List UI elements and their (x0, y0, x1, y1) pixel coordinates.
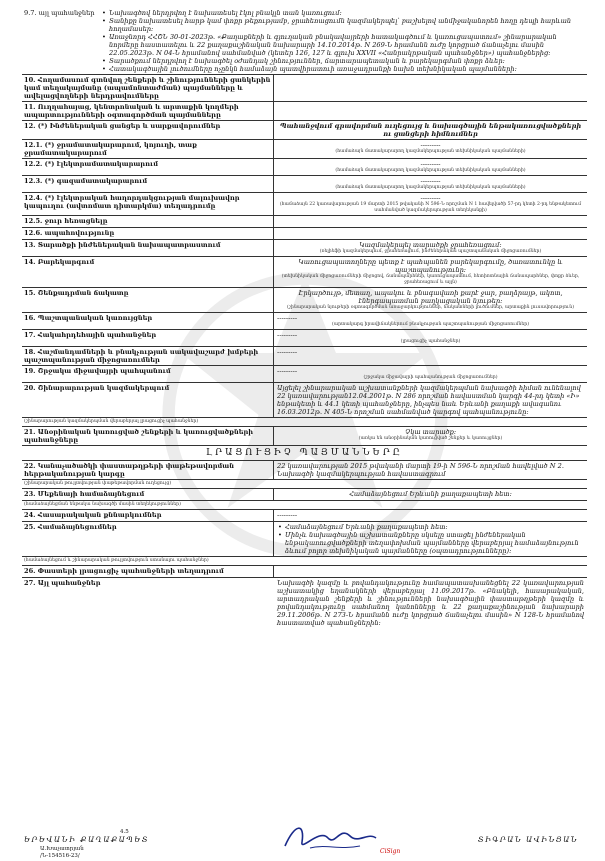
row-16: 16. Պաշտպանական կառույցներ --------- (արտակարգ իրավիճակներում բնակչության պաշտպանության միջոցառումներ) (22, 313, 587, 330)
row-11: 11. Ուղղահայաց, կենտրոնական և արտաքին կողմերի ապարտությունների օգտագործման պայմանները (22, 102, 587, 121)
row-15: 15. Շենքադրման ճակատը Էրկարծույթ, մետաղ, ապակու և բնագավառի քարէ ջար, բաղձրայթ, ակոտ, էներգապատման բաղկացական նյութեր: (շինարարական նյութերի օգտագործման առաջարկություններ, ճակատների լուծումներ, արտաքին լուսավորություն) (22, 288, 587, 313)
row-27: 27. Այլ պահանջներ Նախագծի կազմը և բովանդակությունը համապատասխանեցնել 22 կառավարության աշխատակից եղանակների վերաբերյալ 11.09.2017թ. «Բնակելի, հասարակական, արտադրական շենքերի և շինությունների նախագծային փաստաթղթերի կազմը և բովանդակությունը սահմանող կանոնները և 22 քաղաքաշինության նախարարի 29.11.2006թ. N 273-Ն հրամանն ուժը կորցրած ճանաչելու մասին» N 128-Ն հրամանով հաստատված պահանջներին: (24, 579, 584, 627)
row-25-sub: (համաձայնեցում և շինարարական թույլտվություն ստանալու պահանջներ) (22, 557, 587, 566)
reference-number: /Ն-154516-23/ (40, 853, 80, 859)
row-25: 25. Համաձայնեցումներ • Համաձայնեցում Երևանի քաղաքապետի հետ: • Մինչև նախագծային աշխատանքները սկսելը ստացել ինժեներական ենթակառուցվածքների տեղափոխման պայմանները վերաբերյալ համաձայնություն ձևում բոլոր տեխնիկական պայմանները (օպտադրությունները): (22, 522, 587, 557)
mayor-title: ԵՐԵՎԱՆԻ ՔԱՂԱՔԱՊԵՏ (24, 835, 149, 844)
signature-icon (280, 818, 380, 856)
row-20-sub: (շինարարության կազմակերպման վերաբերյալ լրացուցիչ պահանջներ) (22, 418, 587, 427)
row-12-5: 12.5. ջուր հեռացնելը (22, 216, 587, 228)
row-18: 18. Հաշմանդամների և բնակչության սակավաշարժ խմբերի պաշտպանության միջոցառումներ --------- (22, 347, 587, 366)
row-10: 10. Հողամասում գտնվող շենքերի և շինությունների ցանկերին կամ տեղակայմանը (ապամոնտաժման) պայմանները և ավելացվողների ներդրավումները (22, 75, 587, 102)
executor: Ա.Խաչատրյան (40, 846, 84, 852)
row-12-1: 12.1. (*) ջրամատակարարում, կոյուղի, տաք ջրամատակարարում --------- (համաձայն մատակարարող կազմակերպության տեխնիկական պայմանների) (22, 140, 587, 159)
page-note: 4.5 (120, 829, 129, 835)
row-20: 20. Շինարարության կազմակերպում Այցելել շինարարական աշխատանքների կազմակերպման նախագծի հիման ունենալով 22 կառավարության12.04.2001թ. N 286 որոշման հավաստման կարգի 44-րդ կետի «Ի» ենթակետի և 44.1 կետի պահանջները, ինչպես նաև Երևանի քաղաքի ավագանու 16.03.2012թ. N 405-Ն որոշման սահմանված կարգով պահպանությունը: (22, 383, 587, 418)
row-12-2: 12.2. (*) էլեկտրամատակարարում --------- (համաձայն մատակարարող կազմակերպության տեխնիկական պայմանների) (22, 159, 587, 176)
row-21: 21. Անօրինական կառուցված շենքերի և կառուցվածքների պահանջները Չկա տարածք: (առկա են անօրինական կառուցված շենքեր և կառույցներ) (22, 427, 587, 446)
row-23-sub: (համաձայնեցման ենթակա նախագծի մասին տեղեկություններ) (22, 501, 587, 510)
row-12: 12. (*) Ինժեներական ցանցեր և սարքավորումներ Պահանջվում գրավորման ուղեցույց և նախագծային ենթակառուցվածքների ու ցանցերի հիմնումներ (22, 121, 587, 140)
section-heading: ԼՐԱՑՈՒՑԻՉ ՊԱՅՄԱՆՆԵՐԸ (22, 446, 587, 461)
mayor-name: ՏԻԳՐԱՆ ԱՎԻՆՅԱՆ (478, 835, 579, 844)
row-22: 22. Կանաչածածկի փաստաթղթերի փաթեթավորման հերթականության կարգը 22 կառավարության 2015 թվականի մարտի 19-ի N 596-Ն որոշման հավելված N 2. Նախագծի կազմակերպության հավաստագրում (22, 461, 587, 480)
row-17: 17. Հակահրդեհային պահանջներ --------- (լրացուցիչ պահանջներ) (22, 330, 587, 347)
row-9-7-list: • Նախագծով ներդրվող է նախատեսել էկոլ բնակլն տան կառուցում: • Տանիքը նախատեսել հարթ կամ փոքր թեքությամբ, ջրահեռացումն կազմակերպել՝ բաշխելով անմիջականորեն հողը դեպի հարևան հողամասեր: • Առաջնորդ ՀՀՇՆ 30-01-2023թ. «Քաղաքների և գյուղական բնակավայրերի հատակագծում և կառուցապատում» շինարարական նորմերը հաստատելու և 22 քաղաքաշինական նախարարի 14.10.2014թ. N 269-Ն հրամանն ուժը կորցրած ճանաչելու մասին 22.05.2023թ. N 04-Ն հրամանով սահմանված (կետեր 126, 127 և գլուխ XXVII «Հանրակրթական պահանջներ») պահանջներից: • Տարածքում ներդրվող է նախագծել օժանդակ շինություններ, ճարտարապետական և բարեկարգման փոքր ձևեր: • Հատակագծային լուծումները ոչընկն համաձայն պատվիրատուի առաջադրանքի նախն տեխնիկական պայմանների: (98, 8, 587, 74)
row-23: 23. Մեքենայի համաձայնեցում Համաձայնեցում Երևանի քաղաքապետի հետ: (22, 489, 587, 501)
row-12-4: 12.4. (*) էլեկտրական հաղորդակցության մալուխավոր կապուղու (ավտոմատ դիտարկմա) տեղադրումը --------- (համաձայն 22 կառավարության 19 մարտի 2015 թվականի N 596-Ն որոշման N 1 հավելվածի 57-րդ կետի 2-րդ ենթակետում սահմանված կազմակերպության տեղեկանքի) (22, 193, 587, 216)
row-14: 14. Բարեկարգում Կառուցապատողները պետք է պահպանեն բարեկարգումը, ծառատունկը և պաշտպանությունը: (տեխնիկական միջոցառումների միջոցով, ճանապարհներ, կառուցապատում, հետիոտնային ճանապարհներ, փոքր ձևեր, ջրահեռացում և այլն) (22, 257, 587, 288)
row-24: 24. Հասարակական քննարկումներ --------- (22, 510, 587, 522)
row-13: 13. Տարածքի ինժեներական նախապատրաստում Կազմակերպել տարածքի ջրահեռացում: (ռելիեֆի կազմակերպում, ջրահեռացում, ինժեներական պաշտպանական միջոցառումներ) (22, 240, 587, 257)
row-22-sub: (շինարարական թույլտվության փաթեթավորման ուղեցույց) (22, 480, 587, 489)
row-12-6: 12.6. ապահովությունը (22, 228, 587, 240)
cisign-logo: CiSign (380, 848, 401, 855)
row-9-7: 9.7. այլ պահանջներ • Նախագծով ներդրվող է նախատեսել էկոլ բնակլն տան կառուցում: • Տանիքը նախատեսել հարթ կամ փոքր թեքությամբ, ջրահեռացումն կազմակերպել՝ բաշխելով անմիջականորեն հողը դեպի հարևան հողամասեր: • Առաջնորդ ՀՀՇՆ 30-01-2023թ. «Քաղաքների և գյուղական բնակավայրերի հատակագծում և կառուցապատում» շինարարական նորմերը հաստատելու և 22 քաղաքաշինական նախարարի 14.10.2014թ. N 269-Ն հրամանն ուժը կորցրած ճանաչելու մասին 22.05.2023թ. N 04-Ն հրամանով սահմանված (կետեր 126, 127 և գլուխ XXVII «Հանրակրթական պահանջներ») պահանջներից: • Տարածքում ներդրվող է նախագծել օժանդակ շինություններ, ճարտարապետական և բարեկարգման փոքր ձևեր: • Հատակագծային լուծումները ոչընկն համաձայն պատվիրատուի առաջադրանքի նախն տեխնիկական պայմանների: (22, 8, 587, 75)
row-19: 19. Շրջակա միջավայրի պահպանում --------- (շրջակա միջավայրի պահպանության միջոցառումներ) (22, 366, 587, 383)
row-26: 26. Փաստերի լրացուցիչ պահանջների տեղադրում (22, 566, 587, 578)
row-12-3: 12.3. (*) գազամատակարարում --------- (համաձայն մատակարարող կազմակերպության տեխնիկական պայմանների) (22, 176, 587, 193)
